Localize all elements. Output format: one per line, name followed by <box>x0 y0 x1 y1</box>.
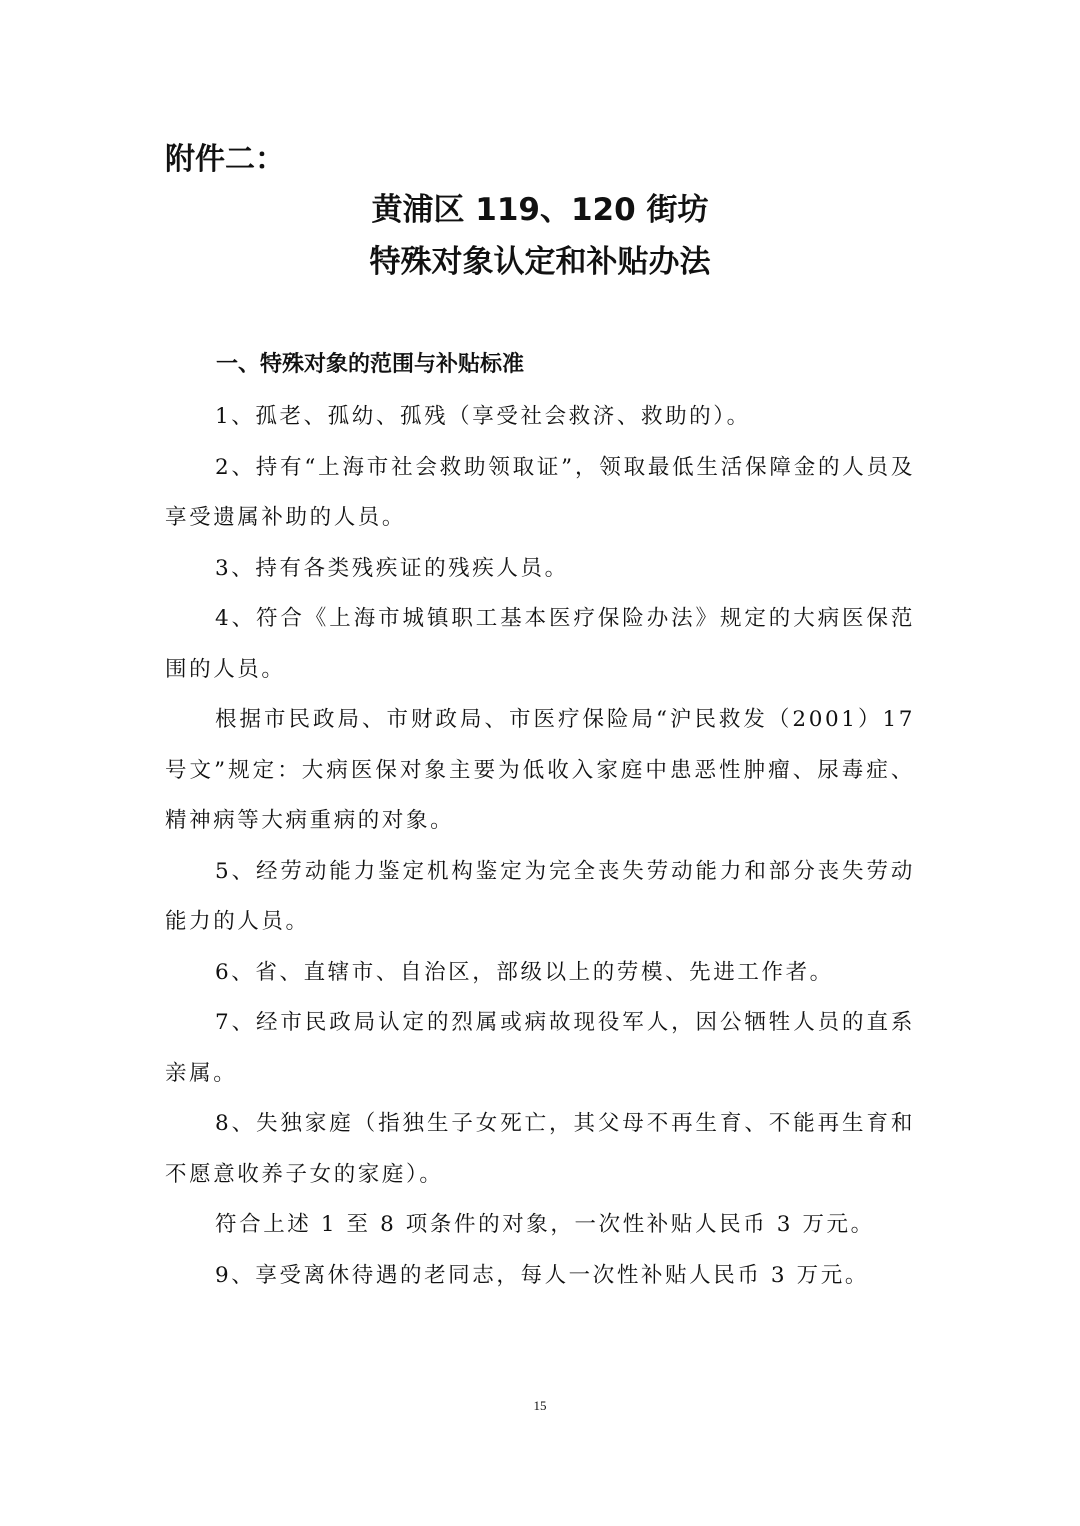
paragraph-item-6: 6、省、直辖市、自治区，部级以上的劳模、先进工作者。 <box>215 959 834 985</box>
attachment-label: 附件二： <box>165 142 285 177</box>
paragraph-subsidy-summary: 符合上述 1 至 8 项条件的对象，一次性补贴人民币 3 万元。 <box>215 1212 875 1237</box>
paragraph-item-7: 7、经市民政局认定的烈属或病故现役军人，因公牺牲人员的直系亲属。 <box>165 1010 915 1086</box>
paragraph-item-4: 4、符合《上海市城镇职工基本医疗保险办法》规定的大病医保范围的人员。 <box>165 606 915 682</box>
document-title-line-2: 特殊对象认定和补贴办法 <box>369 244 711 280</box>
document-title-line-1: 黄浦区 119、120 街坊 <box>371 192 709 228</box>
paragraph-item-8: 8、失独家庭（指独生子女死亡，其父母不再生育、不能再生育和不愿意收养子女的家庭）。 <box>165 1111 915 1187</box>
paragraph-item-1: 1、孤老、孤幼、孤残（享受社会救济、救助的）。 <box>215 404 751 429</box>
section-heading: 一、特殊对象的范围与补贴标准 <box>216 352 525 377</box>
paragraph-item-9: 9、享受离休待遇的老同志，每人一次性补贴人民币 3 万元。 <box>215 1262 869 1288</box>
paragraph-item-5: 5、经劳动能力鉴定机构鉴定为完全丧失劳动能力和部分丧失劳动能力的人员。 <box>165 858 915 934</box>
page-number: 15 <box>533 1398 547 1413</box>
paragraph-note: 根据市民政局、市财政局、市医疗保险局“沪民救发（2001）17 号文”规定：大病医保对象主要为低收入家庭中患恶性肿瘤、尿毒症、精神病等大病重病的对象。 <box>165 707 915 833</box>
paragraph-item-2: 2、持有“上海市社会救助领取证”，领取最低生活保障金的人员及享受遗属补助的人员。 <box>165 454 915 530</box>
document-body <box>165 392 915 1301</box>
paragraph-item-3: 3、持有各类残疾证的残疾人员。 <box>215 555 569 581</box>
